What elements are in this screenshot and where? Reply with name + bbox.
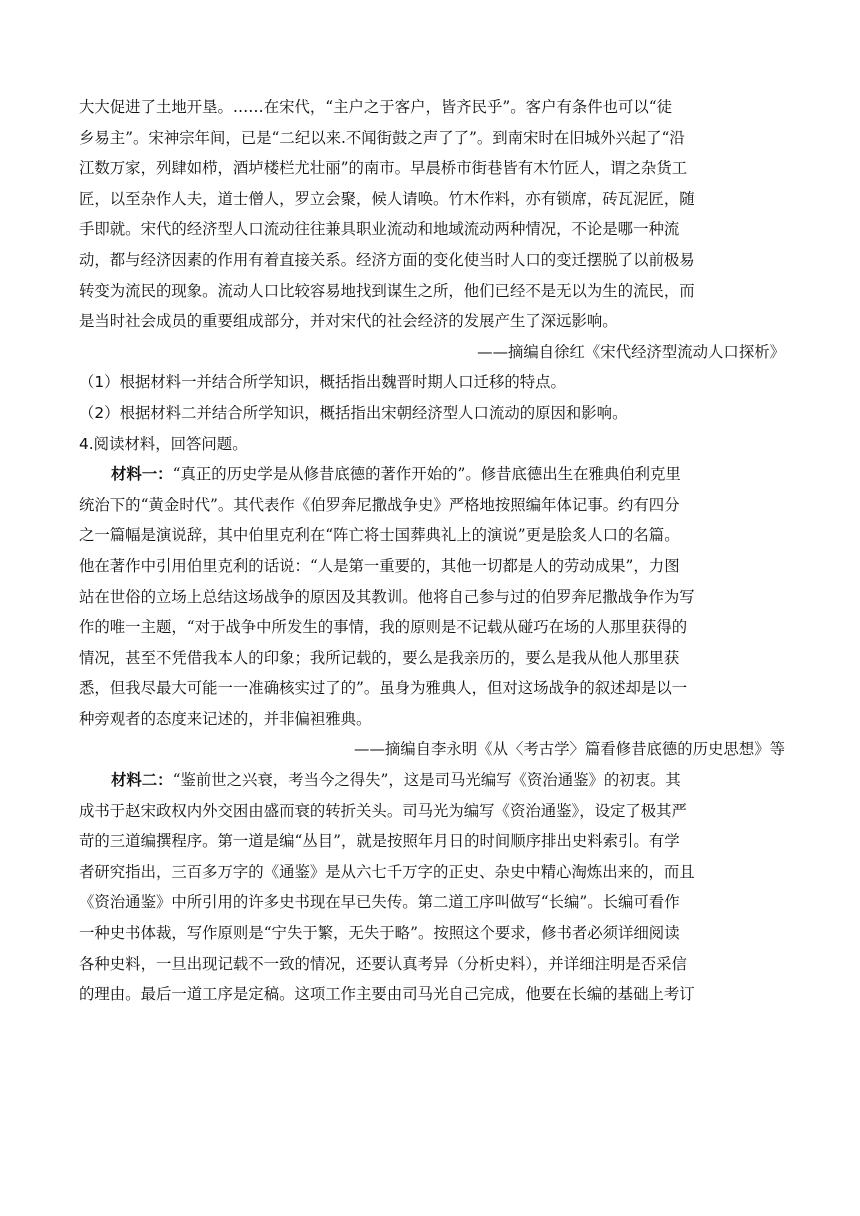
- question-4: [79, 429, 785, 1010]
- paragraph-line: 匠，以至杂作人夫，道士僧人，罗立会聚，候人请唤。竹木作料，亦有锁席，砖瓦泥匠，随: [79, 189, 695, 208]
- material-label: 材料二：: [111, 771, 173, 790]
- paragraph-line: 的理由。最后一道工序是定稿。这项工作主要由司马光自己完成，他要在长编的基础上考订: [79, 985, 695, 1004]
- paragraph-line: 统治下的“黄金时代”。其代表作《伯罗奔尼撒战争史》严格地按照编年体记事。约有四分: [79, 495, 680, 514]
- paragraph-line: 动，都与经济因素的作用有着直接关系。经济方面的变化使当时人口的变迁摆脱了以前极易: [79, 250, 695, 269]
- paragraph-line: 站在世俗的立场上总结这场战争的原因及其教训。他将自己参与过的伯罗奔尼撒战争作为写: [79, 587, 695, 606]
- paragraph-line: 是当时社会成员的重要组成部分，并对宋代的社会经济的发展产生了深远影响。: [79, 312, 618, 331]
- sub-question: （2）根据材料二并结合所学知识，概括指出宋朝经济型人口流动的原因和影响。: [79, 403, 628, 422]
- paragraph-line: 大大促进了土地开垦。……在宋代，“主户之于客户，皆齐民乎”。客户有条件也可以“徒: [79, 98, 673, 116]
- paragraph-text: “真正的历史学是从修昔底德的著作开始的”。修昔底德出生在雅典伯利克里: [172, 465, 681, 484]
- paragraph-line: 悉，但我尽最大可能一一准确核实过了的”。虽身为雅典人，但对这场战争的叙述却是以一: [79, 679, 688, 698]
- sub-question: （1）根据材料一并结合所学知识，概括指出魏晋时期人口迁移的特点。: [79, 373, 566, 392]
- question-list: [79, 367, 785, 428]
- material-two: [79, 765, 785, 1010]
- question-title: 4.阅读材料，回答问题。: [79, 434, 248, 453]
- paragraph-line: 《资治通鉴》中所引用的许多史书现在早已失传。第二道工序叫做写“长编”。长编可看作: [79, 893, 680, 912]
- material-text-song: [79, 92, 785, 367]
- paragraph-line: 他在著作中引用伯里克利的话说：“人是第一重要的，其他一切都是人的劳动成果”，力图: [79, 556, 680, 575]
- paragraph-line: 成书于赵宋政权内外交困由盛而衰的转折关头。司马光为编写《资治通鉴》，设定了极其严: [79, 801, 687, 820]
- paragraph-line: 手即就。宋代的经济型人口流动往往兼具职业流动和地域流动两种情况，不论是哪一种流: [79, 220, 680, 239]
- material-label: 材料一：: [111, 465, 173, 484]
- paragraph-line: 乡易主”。宋神宗年间，已是“二纪以来.不闻街鼓之声了了”。到南宋时在旧城外兴起了“沿: [79, 128, 685, 147]
- paragraph-line: 一种史书体裁，写作原则是“宁失于繁，无失于略”。按照这个要求，修书者必须详细阅读: [79, 924, 680, 943]
- paragraph-line: 作的唯一主题，“对于战争中所发生的事情，我的原则是不记载从碰巧在场的人那里获得的: [79, 618, 688, 637]
- paragraph-line: 各种史料，一旦出现记载不一致的情况，还要认真考异（分析史料），并详细注明是否采信: [79, 954, 687, 973]
- material-one: [79, 459, 785, 765]
- paragraph-line: [79, 459, 785, 490]
- paragraph-line: 之一篇幅是演说辞，其中伯里克利在“阵亡将士国葬典礼上的演说”更是脍炙人口的名篇。: [79, 526, 680, 545]
- source-citation: ——摘编自李永明《从〈考古学〉篇看修昔底德的历史思想》等: [354, 740, 785, 759]
- paragraph-line: 种旁观者的态度来记述的，并非偏袒雅典。: [79, 709, 372, 728]
- paragraph-line: 转变为流民的现象。流动人口比较容易地找到谋生之所，他们已经不是无以为生的流民，而: [79, 281, 695, 300]
- paragraph-text: “鉴前世之兴衰，考当今之得失”，这是司马光编写《资治通鉴》的初衷。其: [172, 771, 681, 790]
- paragraph-line: 情况，甚至不凭借我本人的印象；我所记载的，要么是我亲历的，要么是我从他人那里获: [79, 648, 680, 667]
- paragraph-line: 者研究指出，三百多万字的《通鉴》是从六七千万字的正史、杂史中精心淘炼出来的，而且: [79, 862, 695, 881]
- paragraph-line: 苛的三道编撰程序。第一道是编“丛目”，就是按照年月日的时间顺序排出史料索引。有学: [79, 832, 680, 851]
- document-page: [79, 92, 785, 1010]
- paragraph-line: 江数万家，列肆如栉，酒垆楼栏尤壮丽”的南市。早晨桥市街巷皆有木竹匠人，谓之杂货工: [79, 159, 688, 178]
- source-citation: ——摘编自徐红《宋代经济型流动人口探析》: [477, 342, 785, 361]
- paragraph-line: [79, 765, 785, 796]
